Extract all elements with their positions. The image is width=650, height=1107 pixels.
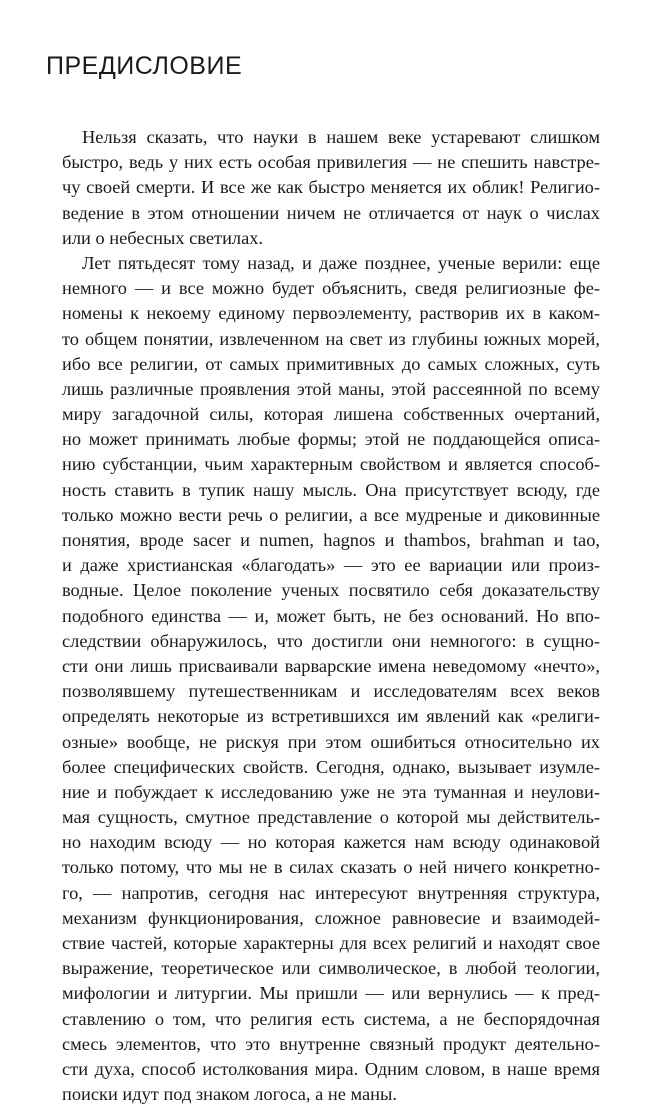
body-text: [62, 125, 600, 1107]
text-line: или о небесных светилах.: [62, 227, 264, 248]
text-line: позволявшему путешественникам и исследователям всех веков: [62, 681, 600, 702]
text-line: нию субстанции, чьим характерным свойством и является способ-: [62, 454, 600, 475]
text-line: но находим всюду — но которая кажется нам всюду одинаковой: [62, 832, 600, 853]
text-line: озные» вообще, не рискуя при этом ошибиться относительно их: [62, 731, 600, 752]
text-line: быстро, ведь у них есть особая привилегия — не спешить навстре-: [62, 152, 600, 173]
text-line: сти они лишь присваивали варварские имена неведомому «нечто»,: [62, 655, 600, 676]
text-line: немного — и все можно будет объяснить, сведя религиозные фе-: [62, 278, 600, 299]
text-line: ставлению о том, что религия есть система, а не беспорядочная: [62, 1008, 600, 1029]
text-line: водные. Целое поколение ученых посвятило себя доказательству: [62, 580, 600, 601]
text-line: понятия, вроде sacer и numen, hagnos и thambos, brahman и tao,: [62, 530, 600, 550]
text-line: ведение в этом отношении ничем не отличается от наук о числах: [62, 202, 600, 223]
text-line: лишь различные проявления этой маны, этой рассеянной по всему: [62, 378, 600, 399]
text-line: только можно вести речь о религии, а все мудреные и диковинные: [62, 504, 600, 525]
page-title: ПРЕДИСЛОВИЕ: [46, 52, 243, 80]
text-line: номены к некоему единому первоэлементу, растворив их в каком-: [62, 303, 600, 324]
text-line: миру загадочной силы, которая лишена собственных очертаний,: [62, 404, 600, 425]
text-line: подобного единства — и, может быть, не без оснований. Но впо-: [62, 605, 600, 626]
text-line: Лет пятьдесят тому назад, и даже позднее, ученые верили: еще: [82, 252, 600, 273]
text-line: мая сущность, смутное представление о которой мы действитель-: [62, 807, 600, 828]
text-line: ибо все религии, от самых примитивных до самых сложных, суть: [62, 353, 600, 374]
text-line: следствии обнаружилось, что достигли они немногого: в сущно-: [62, 630, 600, 651]
text-line: механизм функционирования, сложное равновесие и взаимодей-: [62, 907, 600, 928]
text-line: чу своей смерти. И все же как быстро меняется их облик! Религио-: [62, 177, 600, 198]
text-line: определять некоторые из встретившихся им явлений как «религи-: [62, 706, 600, 727]
text-line: сти духа, способ истолкования мира. Одним словом, в наше время: [62, 1058, 600, 1079]
text-line: выражение, теоретическое или символическое, в любой теологии,: [62, 958, 600, 979]
text-line: поиски идут под знаком логоса, а не маны.: [62, 1084, 397, 1105]
text-line: ние и побуждает к исследованию уже не эта туманная и неулови-: [62, 781, 600, 802]
text-line: мифологии и литургии. Мы пришли — или вернулись — к пред-: [62, 983, 600, 1004]
text-line: только потому, что мы не в силах сказать о ней ничего конкретно-: [62, 857, 600, 878]
text-line: ность ставить в тупик нашу мысль. Она присутствует всюду, где: [62, 479, 600, 500]
text-line: го, — напротив, сегодня нас интересуют внутренняя структура,: [62, 882, 600, 903]
text-line: но может принимать любые формы; этой не поддающейся описа-: [62, 429, 600, 450]
text-line: и даже христианская «благодать» — это ее вариации или произ-: [62, 555, 600, 576]
text-line: ствие частей, которые характерны для всех религий и находят свое: [62, 933, 600, 953]
text-line: Нельзя сказать, что науки в нашем веке устаревают слишком: [82, 127, 600, 147]
text-line: то общем понятии, извлеченном на свет из глубины южных морей,: [62, 328, 600, 349]
text-line: более специфических свойств. Сегодня, однако, вызывает изумле-: [62, 756, 600, 777]
text-line: смесь элементов, что это внутренне связный продукт деятельно-: [62, 1033, 600, 1054]
